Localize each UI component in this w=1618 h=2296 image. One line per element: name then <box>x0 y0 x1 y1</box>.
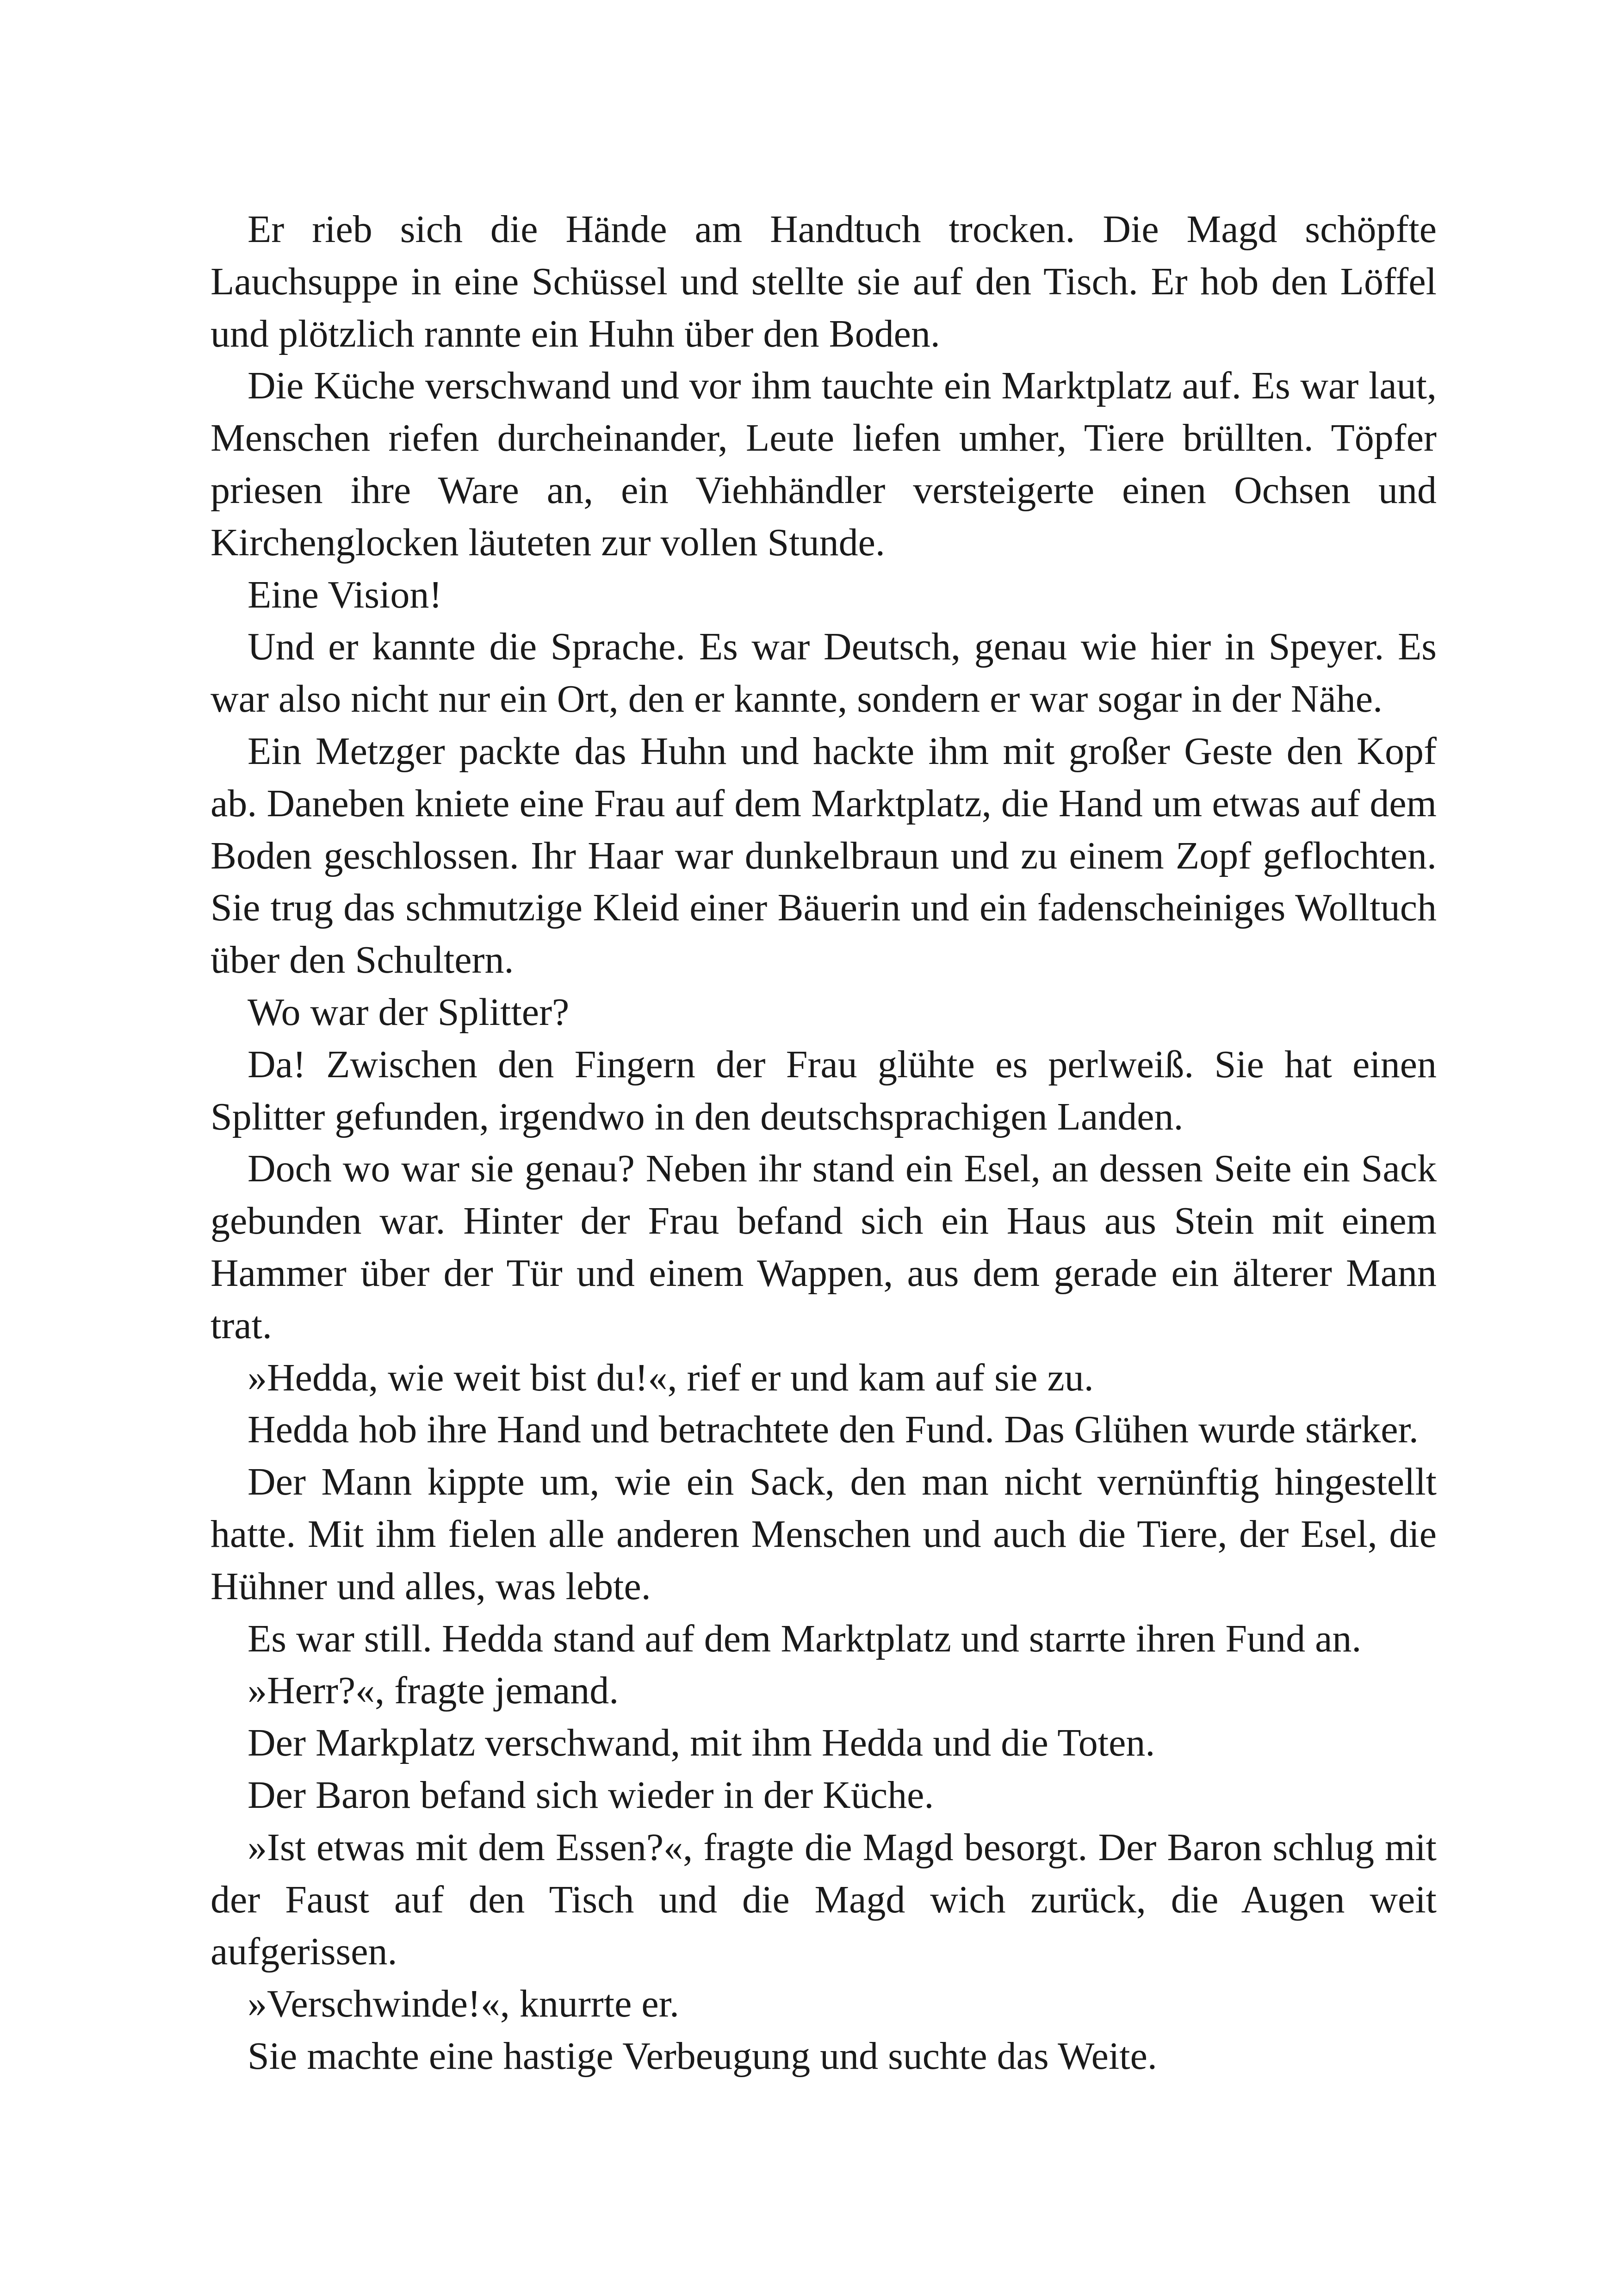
paragraph-9: »Hedda, wie weit bist du!«, rief er und kam auf sie zu. <box>248 1356 1094 1399</box>
paragraph-6: Wo war der Splitter? <box>248 990 570 1034</box>
body-text <box>211 204 1437 2083</box>
paragraph-8: Doch wo war sie genau? Neben ihr stand ein Esel, an dessen Seite ein Sack gebunden war. Hinter der Frau befand sich ein Haus aus Stein mit einem Hammer über der Tür und einem Wappen, aus dem gerade ein älterer Mann trat. <box>211 1147 1437 1347</box>
paragraph-13: »Herr?«, fragte jemand. <box>248 1669 619 1713</box>
paragraph-7: Da! Zwischen den Fingern der Frau glühte es perlweiß. Sie hat einen Splitter gefunden, irgendwo in den deutschsprachigen Landen. <box>211 1043 1437 1138</box>
paragraph-10: Hedda hob ihre Hand und betrachtete den Fund. Das Glühen wurde stärker. <box>248 1408 1419 1452</box>
paragraph-5: Ein Metzger packte das Huhn und hackte ihm mit großer Geste den Kopf ab. Daneben kniete eine Frau auf dem Marktplatz, die Hand um etwas auf dem Boden geschlossen. Ihr Haar war dunkelbraun und zu einem Zopf geflochten. Sie trug das schmutzige Kleid einer Bäuerin und ein fadenscheiniges Wolltuch über den Schultern. <box>211 729 1437 982</box>
paragraph-15: Der Baron befand sich wieder in der Küche. <box>248 1773 934 1817</box>
paragraph-1: Er rieb sich die Hände am Handtuch trocken. Die Magd schöpfte Lauchsuppe in eine Schüssel und stellte sie auf den Tisch. Er hob den Löffel und plötzlich rannte ein Huhn über den Boden. <box>211 208 1437 355</box>
paragraph-18: Sie machte eine hastige Verbeugung und suchte das Weite. <box>248 2034 1157 2078</box>
paragraph-16: »Ist etwas mit dem Essen?«, fragte die Magd besorgt. Der Baron schlug mit der Faust auf den Tisch und die Magd wich zurück, die Augen weit aufgerissen. <box>211 1825 1437 1973</box>
paragraph-11: Der Mann kippte um, wie ein Sack, den man nicht vernünftig hingestellt hatte. Mit ihm fielen alle anderen Menschen und auch die Tiere, der Esel, die Hühner und alles, was lebte. <box>211 1460 1437 1608</box>
paragraph-17: »Verschwinde!«, knurrte er. <box>248 1982 680 2026</box>
paragraph-4: Und er kannte die Sprache. Es war Deutsch, genau wie hier in Speyer. Es war also nicht nur ein Ort, den er kannte, sondern er war sogar in der Nähe. <box>211 625 1437 721</box>
paragraph-2: Die Küche verschwand und vor ihm tauchte ein Marktplatz auf. Es war laut, Menschen riefen durcheinander, Leute liefen umher, Tiere brüllten. Töpfer priesen ihre Ware an, ein Viehhändler versteigerte einen Ochsen und Kirchenglocken läuteten zur vollen Stunde. <box>211 364 1437 564</box>
paragraph-12: Es war still. Hedda stand auf dem Marktplatz und starrte ihren Fund an. <box>248 1617 1362 1660</box>
paragraph-3: Eine Vision! <box>248 573 442 616</box>
paragraph-14: Der Markplatz verschwand, mit ihm Hedda und die Toten. <box>248 1721 1155 1765</box>
